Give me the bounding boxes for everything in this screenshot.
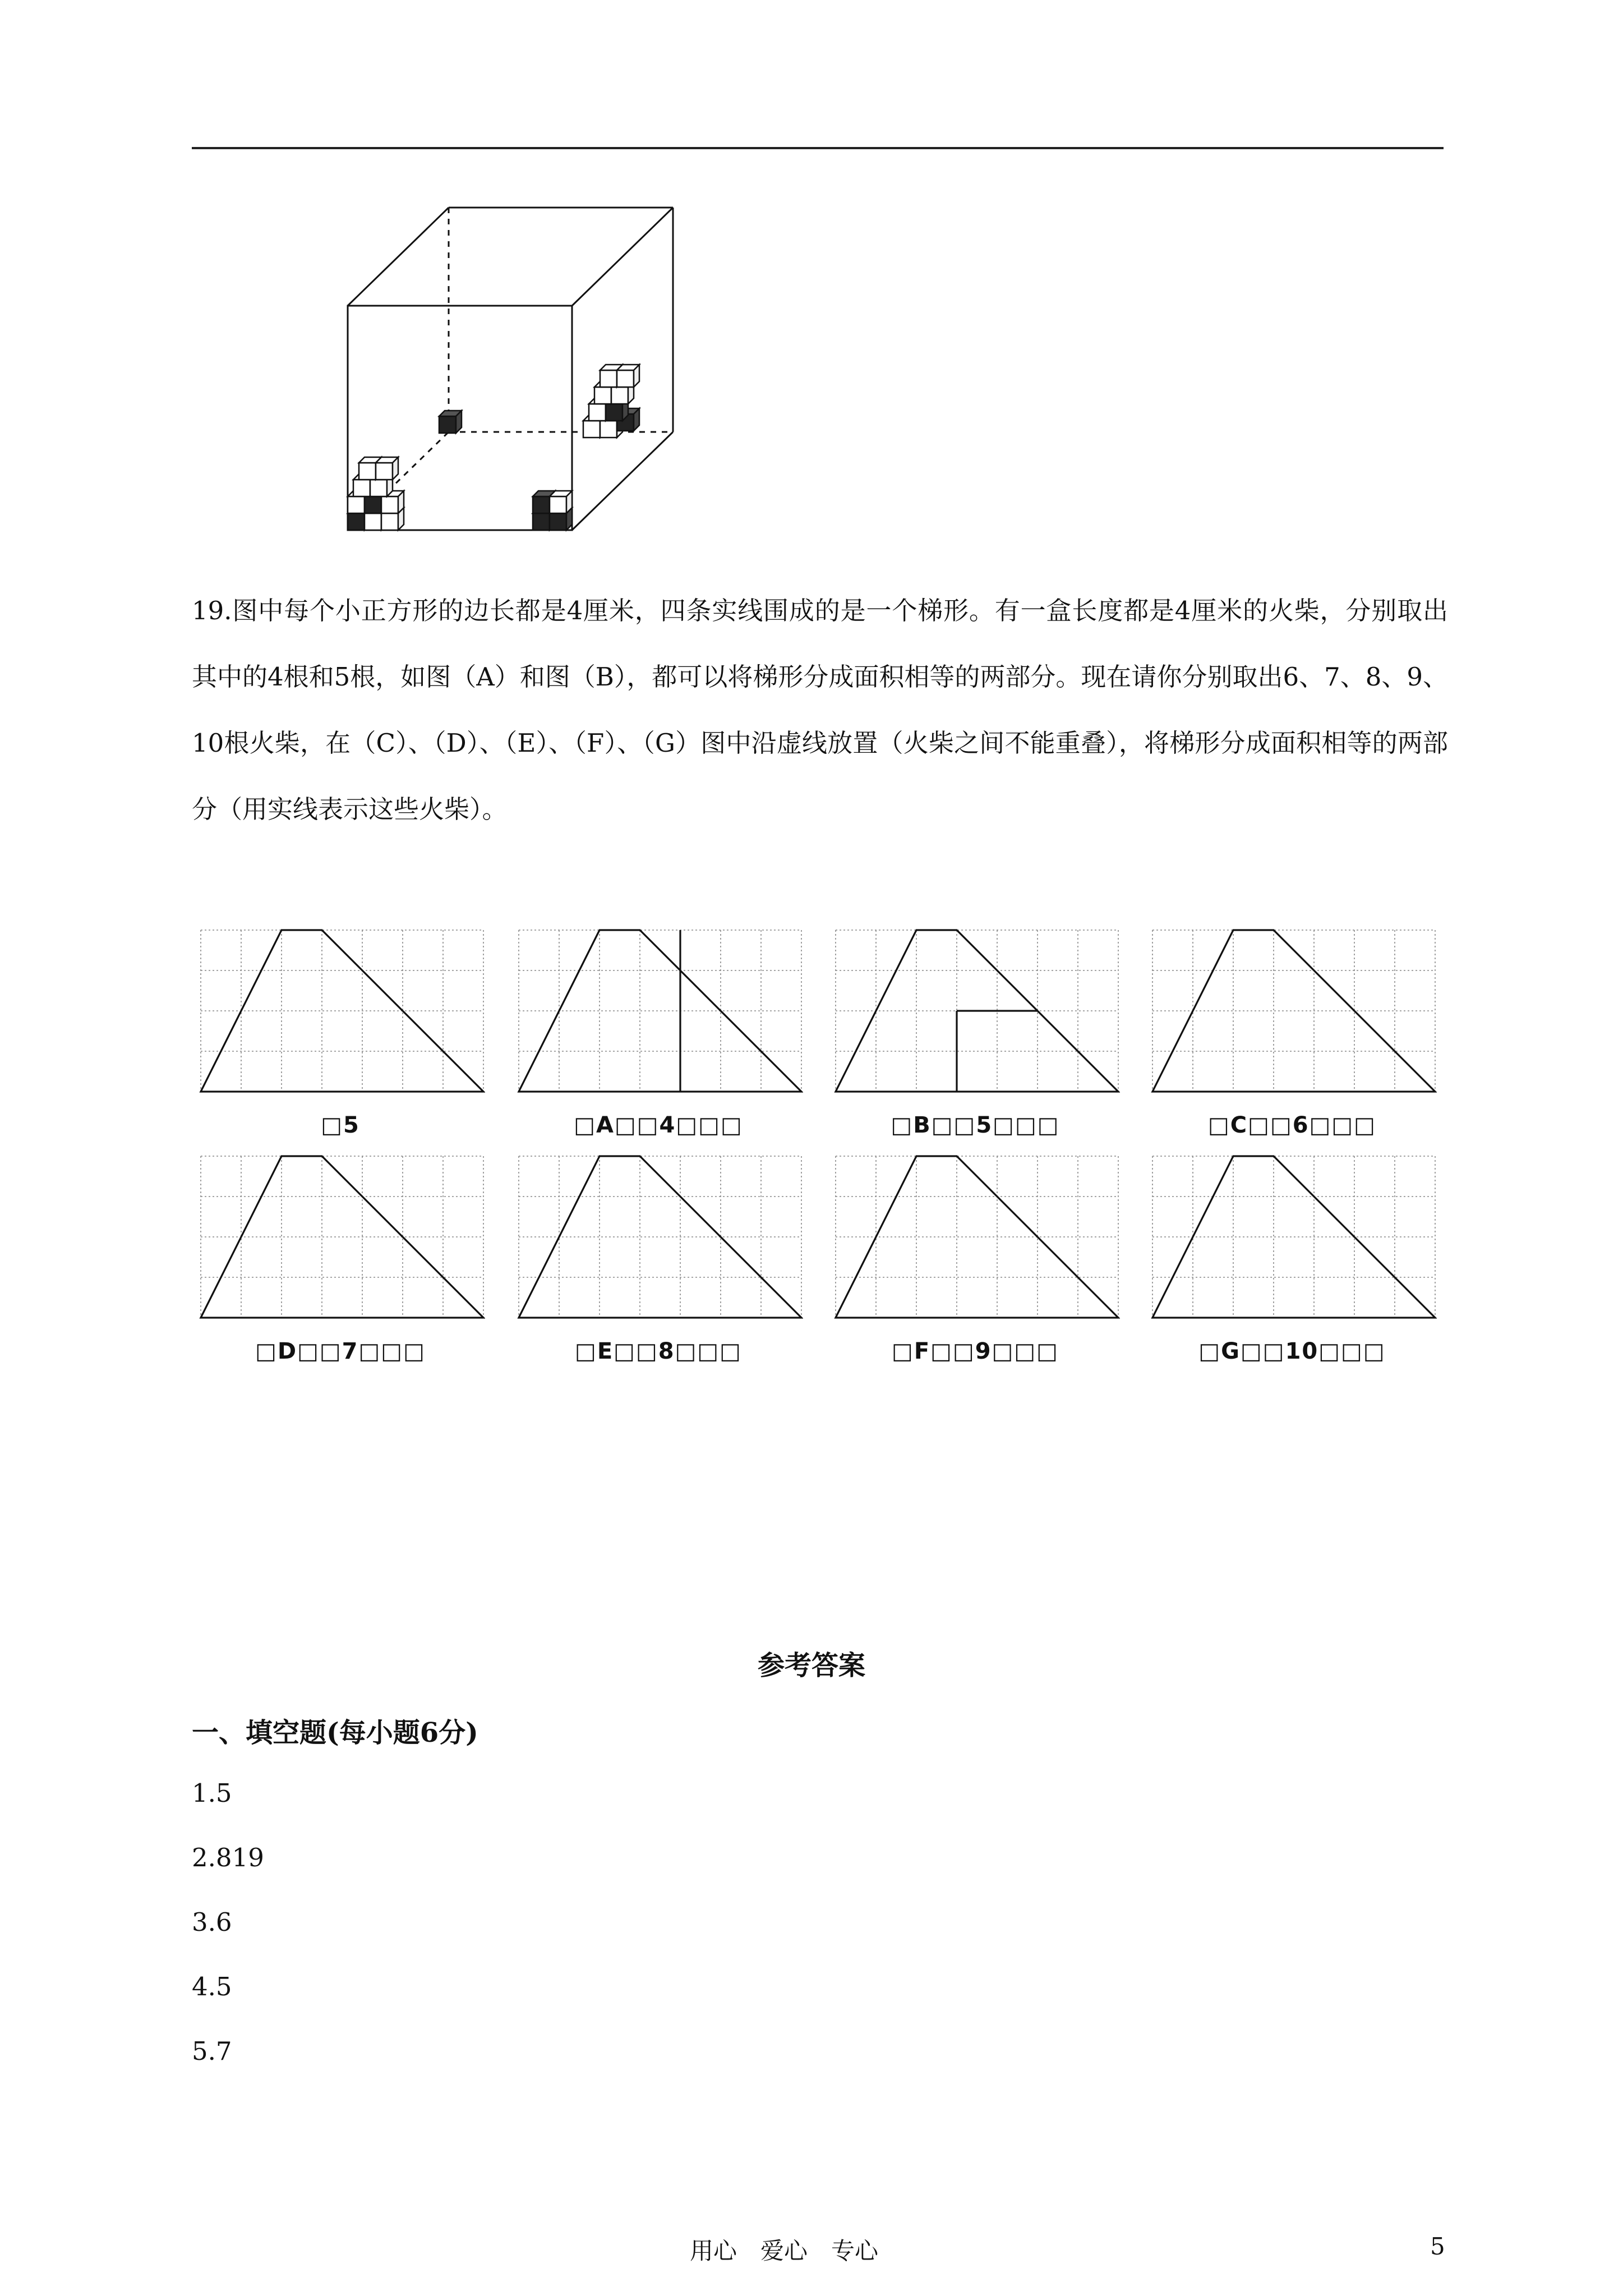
question-19: 19.图中每个小正方形的边长都是4厘米，四条实线围成的是一个梯形。有一盒长度都是4厘米的火柴，分别取出其中的4根和5根，如图（A）和图（B），都可以将梯形分成面积相等的两部分。现在请你分别取出6、7、8、9、10根火柴，在（C）、（D）、（E）、（F）、（G）图中沿虚线放置（火柴之间不能重叠），将梯形分成面积相等的两部分（用实线表示这些火柴）。 [192, 596, 1448, 824]
answer-item: 3.6 [192, 1907, 232, 1937]
answer-item: 4.5 [192, 1972, 232, 2001]
answer-item: 2.819 [192, 1843, 264, 1872]
figure-caption: □F□□9□□□ [892, 1338, 1059, 1364]
figure-caption: □B□□5□□□ [891, 1112, 1060, 1138]
page-number: 5 [1430, 2233, 1445, 2260]
answer-item: 1.5 [192, 1778, 232, 1808]
figure-caption: □C□□6□□□ [1208, 1112, 1376, 1138]
trapezoid-grid [834, 1154, 1120, 1319]
trapezoid-grid [517, 928, 803, 1093]
figure-caption: □A□□4□□□ [574, 1112, 743, 1138]
trapezoid-grid [517, 1154, 803, 1319]
header-rule [192, 147, 1444, 149]
figure-caption: □D□□7□□□ [255, 1338, 426, 1364]
section-fill-in-blank: 一、填空题(每小题6分) [192, 1717, 478, 1749]
answer-item: 5.7 [192, 2036, 232, 2066]
trapezoid-grid [199, 1154, 485, 1319]
answers-title: 参考答案 [757, 1650, 865, 1681]
trapezoid-grid [834, 928, 1120, 1093]
trapezoid-grid [199, 928, 485, 1093]
figure-caption: □E□□8□□□ [575, 1338, 742, 1364]
trapezoid-grid [1151, 1154, 1437, 1319]
figure-caption: □G□□10□□□ [1198, 1338, 1386, 1364]
footer-slogan: 用心 爱心 专心 [690, 2237, 879, 2265]
figure-caption: □5 [321, 1112, 360, 1138]
cube-blocks-figure [336, 196, 729, 544]
trapezoid-grid [1151, 928, 1437, 1093]
